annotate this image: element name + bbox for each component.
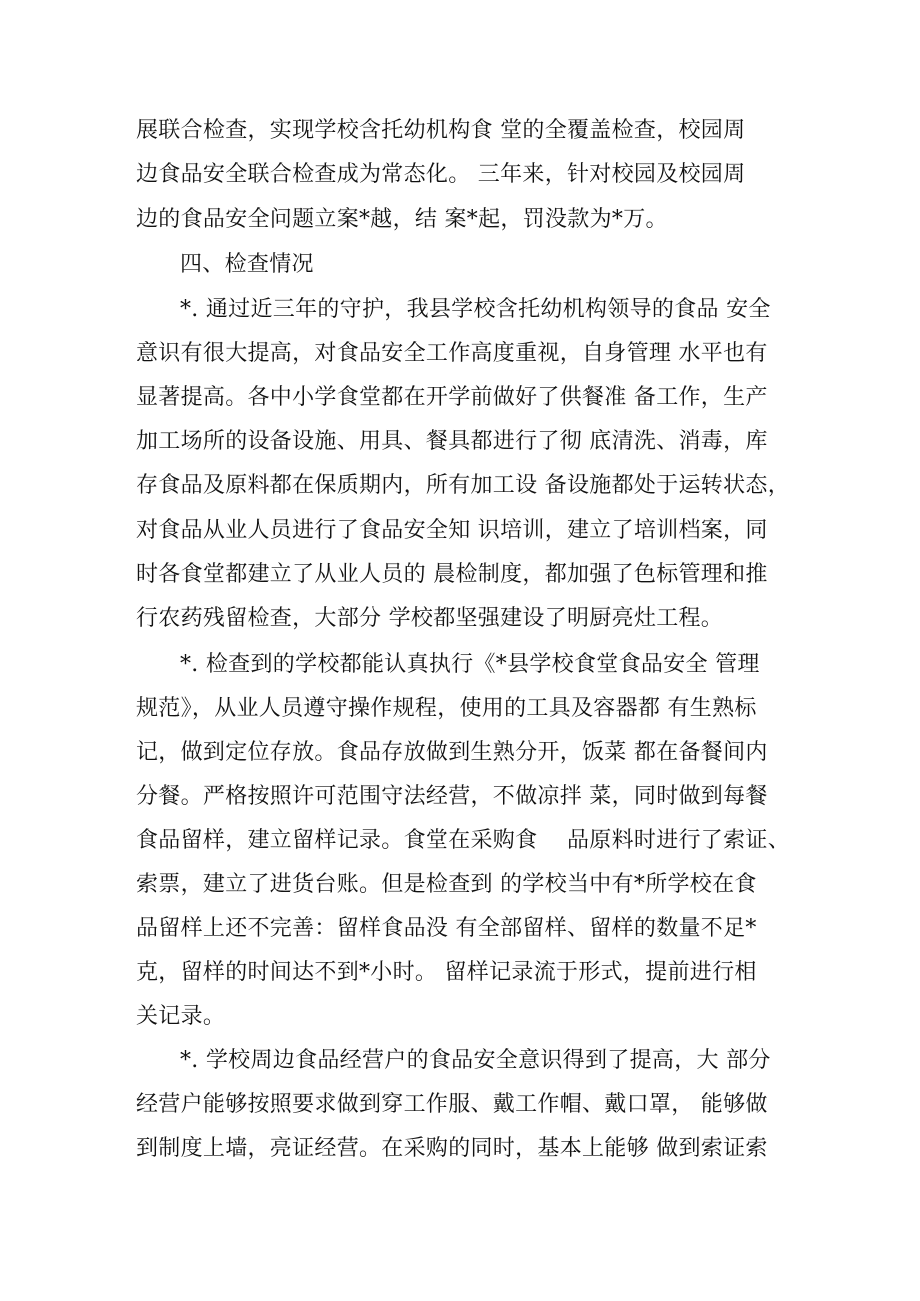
text-line: 记，做到定位存放。食品存放做到生熟分开，饭菜 都在备餐间内: [136, 740, 768, 765]
text-line: 对食品从业人员进行了食品安全知 识培训，建立了培训档案，同: [136, 518, 768, 543]
text-line: 品留样上还不完善：留样食品没 有全部留样、留样的数量不足*: [136, 916, 757, 941]
text-line: 存食品及原料都在保质期内，所有加工设 备设施都处于运转状态，: [136, 473, 790, 498]
text-line: 边食品安全联合检查成为常态化。 三年来，针对校园及校园周: [136, 162, 746, 187]
text-line: 意识有很大提高，对食品安全工作高度重视，自身管理 水平也有: [136, 341, 768, 366]
text-line: 食品留样，建立留样记录。食堂在采购食 品原料时进行了索证、: [136, 828, 790, 853]
text-line: 显著提高。各中小学食堂都在开学前做好了供餐准 备工作，生产: [136, 385, 768, 410]
text-line: 时各食堂都建立了从业人员的 晨检制度，都加强了色标管理和推: [136, 562, 768, 587]
text-line: 经营户能够按照要求做到穿工作服、戴工作帽、戴口罩， 能够做: [136, 1092, 768, 1117]
text-line: 克，留样的时间达不到*小时。 留样记录流于形式，提前进行相: [136, 960, 757, 985]
text-line: 到制度上墙，亮证经营。在采购的同时，基本上能够 做到索证索: [136, 1136, 768, 1161]
text-line: 加工场所的设备设施、用具、餐具都进行了彻 底清洗、消毒，库: [136, 429, 768, 454]
text-line: *. 学校周边食品经营户的食品安全意识得到了提高，大 部分: [180, 1048, 771, 1073]
text-line: 展联合检查，实现学校含托幼机构食 堂的全覆盖检查，校园周: [136, 118, 746, 143]
text-line: 行农药残留检查，大部分 学校都坚强建设了明厨亮灶工程。: [136, 606, 724, 631]
text-line: 规范》，从业人员遵守操作规程，使用的工具及容器都 有生熟标: [136, 696, 757, 721]
text-line: 索票，建立了进货台账。但是检查到 的学校当中有*所学校在食: [136, 872, 757, 897]
text-line: 边的食品安全问题立案*越，结 案*起，罚没款为*万。: [136, 207, 668, 232]
text-line: *. 通过近三年的守护，我县学校含托幼机构领导的食品 安全: [180, 297, 771, 322]
text-line: 关记录。: [136, 1004, 226, 1029]
text-line: *. 检查到的学校都能认真执行《*县学校食堂食品安全 管理: [180, 652, 760, 677]
section-heading: 四、检查情况: [180, 252, 314, 277]
text-line: 分餐。严格按照许可范围守法经营，不做凉拌 菜，同时做到每餐: [136, 784, 768, 809]
